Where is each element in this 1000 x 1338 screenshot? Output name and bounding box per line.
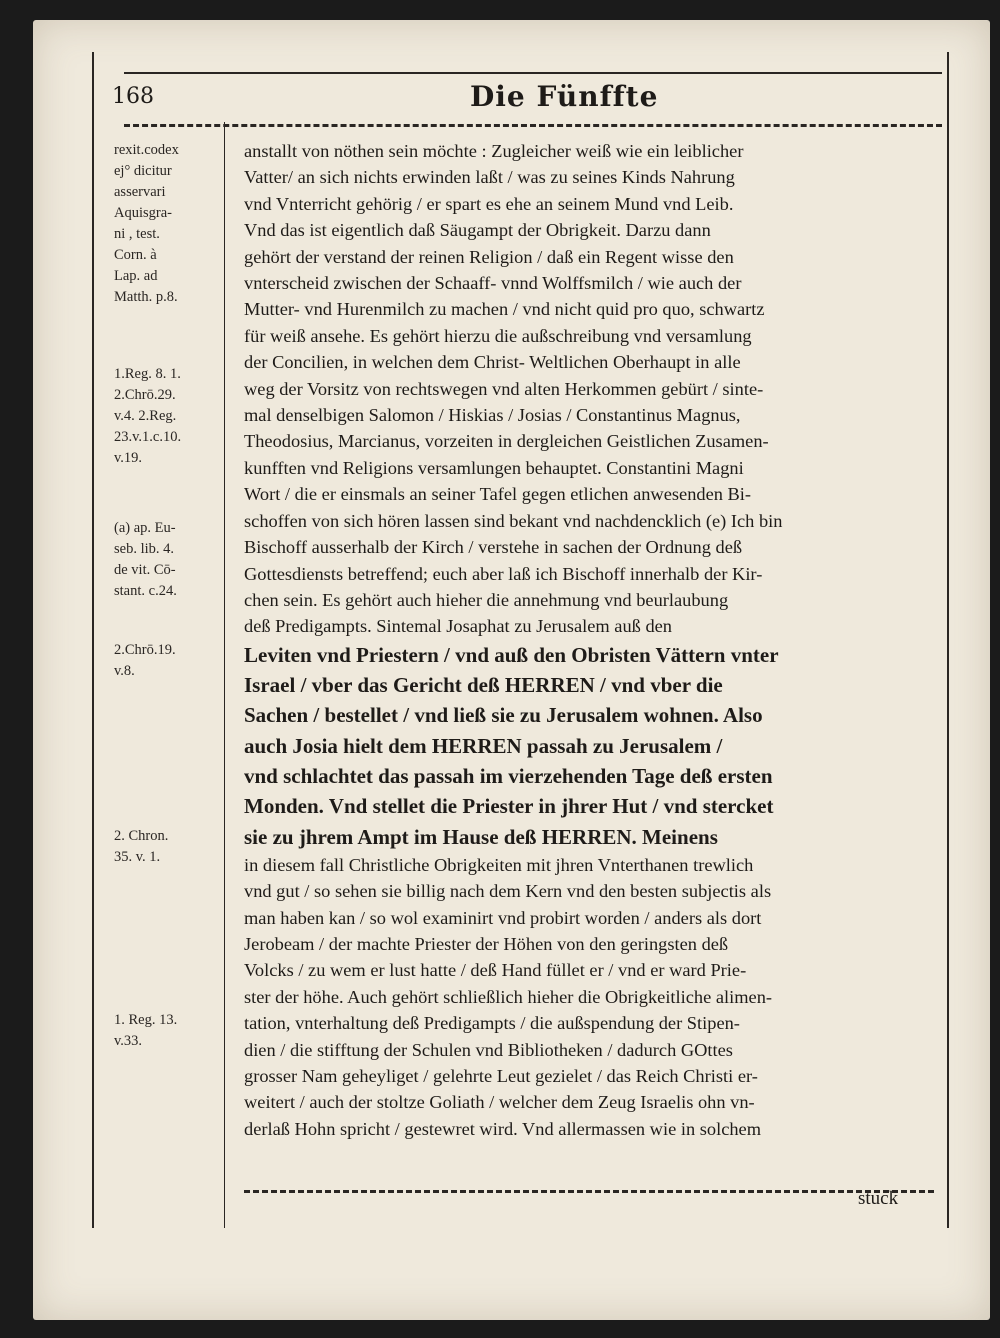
text-line-large: Leviten vnd Priestern / vnd auß den Obristen Vättern vnter: [244, 642, 779, 667]
text-line: vnd gut / so sehen sie billig nach dem Kern vnd den besten subjectis als: [244, 881, 772, 902]
margin-line: 2.Chrō.19.: [114, 642, 176, 658]
text-line: vnterscheid zwischen der Schaaff- vnnd Wolffsmilch / wie auch der: [244, 273, 742, 294]
margin-line: v.8.: [114, 663, 135, 679]
text-line: gehört der verstand der reinen Religion / daß ein Regent wisse den: [244, 246, 734, 267]
text-line: mal denselbigen Salomon / Hiskias / Josias / Constantinus Magnus,: [244, 405, 741, 426]
header-bottom-rule: [124, 124, 942, 127]
text-line: Bischoff ausserhalb der Kirch / verstehe in sachen der Ordnung deß: [244, 537, 743, 558]
margin-line: Corn. à: [114, 247, 157, 263]
text-line: der Concilien, in welchen dem Christ- Weltlichen Oberhaupt in alle: [244, 352, 741, 373]
margin-note: [114, 826, 222, 868]
text-line: man haben kan / so wol examinirt vnd probirt worden / anders als dort: [244, 907, 762, 928]
margin-line: seb. lib. 4.: [114, 541, 175, 557]
text-line: für weiß ansehe. Es gehört hierzu die außschreibung vnd versamlung: [244, 325, 752, 346]
margin-note: [114, 640, 222, 682]
header-top-rule: [124, 72, 942, 74]
text-line: in diesem fall Christliche Obrigkeiten mit jhren Vnterthanen trewlich: [244, 854, 754, 875]
text-line: tation, vnterhaltung deß Predigampts / die außspendung der Stipen-: [244, 1013, 740, 1034]
margin-line: stant. c.24.: [114, 583, 177, 599]
text-line: anstallt von nöthen sein möchte : Zugleicher weiß wie ein leiblicher: [244, 141, 744, 161]
margin-note: [114, 1010, 222, 1052]
margin-line: v.4. 2.Reg.: [114, 408, 177, 424]
margin-line: 2. Chron.: [114, 828, 169, 844]
margin-line: (a) ap. Eu-: [114, 520, 176, 536]
margin-line: 35. v. 1.: [114, 849, 161, 865]
text-line: Mutter- vnd Hurenmilch zu machen / vnd nicht quid pro quo, schwartz: [244, 299, 765, 320]
text-line: derlaß Hohn spricht / gestewret wird. Vnd allermassen wie in solchem: [244, 1118, 762, 1139]
text-line-large: sie zu jhrem Ampt im Hause deß HERREN. Meinens: [244, 824, 718, 849]
text-line-large: vnd schlachtet das passah im vierzehenden Tage deß ersten: [244, 763, 773, 788]
margin-note: [114, 140, 222, 308]
text-line: Volcks / zu wem er lust hatte / deß Hand füllet er / vnd er ward Prie-: [244, 960, 747, 981]
margin-line: 23.v.1.c.10.: [114, 429, 182, 445]
text-line: Vnd das ist eigentlich daß Säugampt der Obrigkeit. Darzu dann: [244, 220, 711, 241]
text-line: vnd Vnterricht gehörig / er spart es ehe an seinem Mund vnd Leib.: [244, 193, 734, 214]
margin-line: 1.Reg. 8. 1.: [114, 366, 181, 382]
margin-line: Aquisgra-: [114, 205, 172, 221]
text-line: chen sein. Es gehört auch hieher die annehmung vnd beurlaubung: [244, 589, 729, 610]
text-line-large: auch Josia hielt dem HERREN passah zu Jerusalem /: [244, 733, 723, 758]
margin-line: v.33.: [114, 1033, 143, 1049]
margin-line: Matth. p.8.: [114, 289, 178, 305]
text-line: grosser Nam geheyliget / gelehrte Leut gezielet / das Reich Christi er-: [244, 1066, 758, 1087]
margin-line: 1. Reg. 13.: [114, 1012, 178, 1028]
catchword: stuck: [858, 1188, 899, 1209]
margin-note: [114, 518, 222, 602]
margin-line: v.19.: [114, 450, 143, 466]
margin-line: rexit.codex: [114, 142, 179, 158]
margin-line: de vit. Cō-: [114, 562, 176, 578]
margin-line: asservari: [114, 184, 166, 200]
margin-line: 2.Chrō.29.: [114, 387, 176, 403]
text-line: ster der höhe. Auch gehört schließlich hieher die Obrigkeitliche alimen-: [244, 986, 773, 1007]
text-line-large: Israel / vber das Gericht deß HERREN / vnd vber die: [244, 673, 723, 698]
text-line: Jerobeam / der machte Priester der Höhen von den geringsten deß: [244, 934, 729, 955]
margin-divider: [224, 122, 225, 1228]
text-line: weg der Vorsitz von rechtswegen vnd alten Herkommen gebürt / sinte-: [244, 378, 764, 399]
text-line: Gottesdiensts betreffend; euch aber laß ich Bischoff innerhalb der Kir-: [244, 563, 763, 584]
text-line-large: Sachen / bestellet / vnd ließ sie zu Jerusalem wohnen. Also: [244, 703, 763, 728]
margin-line: Lap. ad: [114, 268, 158, 284]
text-line: Theodosius, Marcianus, vorzeiten in dergleichen Geistlichen Zusamen-: [244, 431, 769, 452]
text-line: Vatter/ an sich nichts erwinden laßt / was zu seines Kinds Nahrung: [244, 167, 735, 188]
margin-note: [114, 364, 222, 469]
margin-line: ni , test.: [114, 226, 160, 242]
running-title: Die Fünffte: [470, 80, 659, 113]
text-line: Wort / die er einsmals an seiner Tafel gegen etlichen anwesenden Bi-: [244, 484, 752, 505]
text-line: dien / die stifftung der Schulen vnd Bibliotheken / dadurch GOttes: [244, 1039, 733, 1060]
body-text: [244, 138, 932, 1142]
footer-rule: [244, 1190, 934, 1193]
margin-line: ej° dicitur: [114, 163, 172, 179]
text-line: kunfften vnd Religions versamlungen behauptet. Constantini Magni: [244, 457, 744, 478]
text-line: weitert / auch der stoltze Goliath / welcher dem Zeug Israelis ohn vn-: [244, 1092, 755, 1113]
text-line: deß Predigampts. Sintemal Josaphat zu Jerusalem auß den: [244, 616, 672, 637]
page-number: 168: [112, 84, 154, 109]
text-line: schoffen von sich hören lassen sind bekant vnd nachdencklich (e) Ich bin: [244, 510, 783, 531]
text-line-large: Monden. Vnd stellet die Priester in jhrer Hut / vnd stercket: [244, 794, 774, 819]
